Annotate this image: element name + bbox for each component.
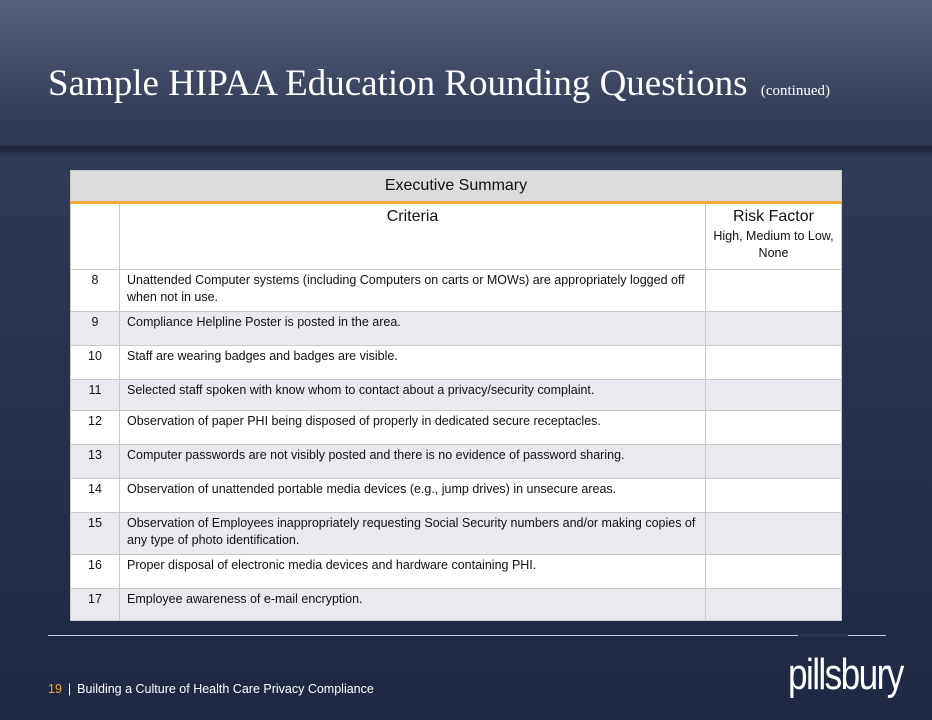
criteria-text: Proper disposal of electronic media devices and hardware containing PHI. [120,555,706,589]
criteria-text: Unattended Computer systems (including Computers on carts or MOWs) are appropriately logged off when not in use. [120,270,706,312]
risk-factor-cell[interactable] [706,479,842,513]
table-row [71,479,842,513]
number-column-header [71,203,120,270]
table-row [71,589,842,621]
table-row [71,513,842,555]
row-number: 11 [71,380,120,411]
table-row [71,270,842,312]
risk-factor-cell[interactable] [706,589,842,621]
table-row [71,312,842,346]
row-number: 14 [71,479,120,513]
footer-separator: | [67,682,72,696]
executive-summary-row [71,171,842,203]
risk-factor-cell[interactable] [706,346,842,380]
criteria-text: Computer passwords are not visibly posted and there is no evidence of password sharing. [120,445,706,479]
footer [48,682,374,696]
row-number: 9 [71,312,120,346]
row-number: 12 [71,411,120,445]
table-row [71,346,842,380]
risk-factor-cell[interactable] [706,270,842,312]
table-row [71,380,842,411]
slide-title-text: Sample HIPAA Education Rounding Questions [48,63,748,104]
table-row [71,411,842,445]
risk-factor-column-header [706,203,842,270]
criteria-text: Observation of unattended portable media devices (e.g., jump drives) in unsecure areas. [120,479,706,513]
table-row [71,445,842,479]
risk-factor-cell[interactable] [706,555,842,589]
row-number: 13 [71,445,120,479]
risk-factor-cell[interactable] [706,312,842,346]
criteria-text: Employee awareness of e-mail encryption. [120,589,706,621]
criteria-text: Observation of Employees inappropriately requesting Social Security numbers and/or making copies of any type of photo identification. [120,513,706,555]
row-number: 8 [71,270,120,312]
rounding-questions-table [70,170,842,621]
risk-factor-title: Risk Factor [733,208,814,225]
header-shadow [0,146,932,160]
footer-divider [48,635,886,636]
criteria-text: Observation of paper PHI being disposed of properly in dedicated secure receptacles. [120,411,706,445]
row-number: 10 [71,346,120,380]
slide-title-suffix: (continued) [760,83,830,99]
page-number: 19 [48,682,62,696]
row-number: 17 [71,589,120,621]
risk-factor-scale: High, Medium to Low, None [713,229,834,260]
risk-factor-cell[interactable] [706,513,842,555]
criteria-text: Staff are wearing badges and badges are visible. [120,346,706,380]
slide-title [48,62,830,105]
criteria-text: Compliance Helpline Poster is posted in the area. [120,312,706,346]
row-number: 15 [71,513,120,555]
table-header-row [71,203,842,270]
risk-factor-cell[interactable] [706,380,842,411]
criteria-text: Selected staff spoken with know whom to contact about a privacy/security complaint. [120,380,706,411]
executive-summary-heading: Executive Summary [71,171,842,203]
footer-divider-gap [798,634,848,637]
risk-factor-cell[interactable] [706,445,842,479]
footer-text: Building a Culture of Health Care Privacy Compliance [77,682,374,696]
pillsbury-logo: pillsbury [788,650,903,699]
row-number: 16 [71,555,120,589]
rounding-questions-table-container [70,170,841,621]
criteria-column-header: Criteria [120,203,706,270]
risk-factor-cell[interactable] [706,411,842,445]
table-row [71,555,842,589]
